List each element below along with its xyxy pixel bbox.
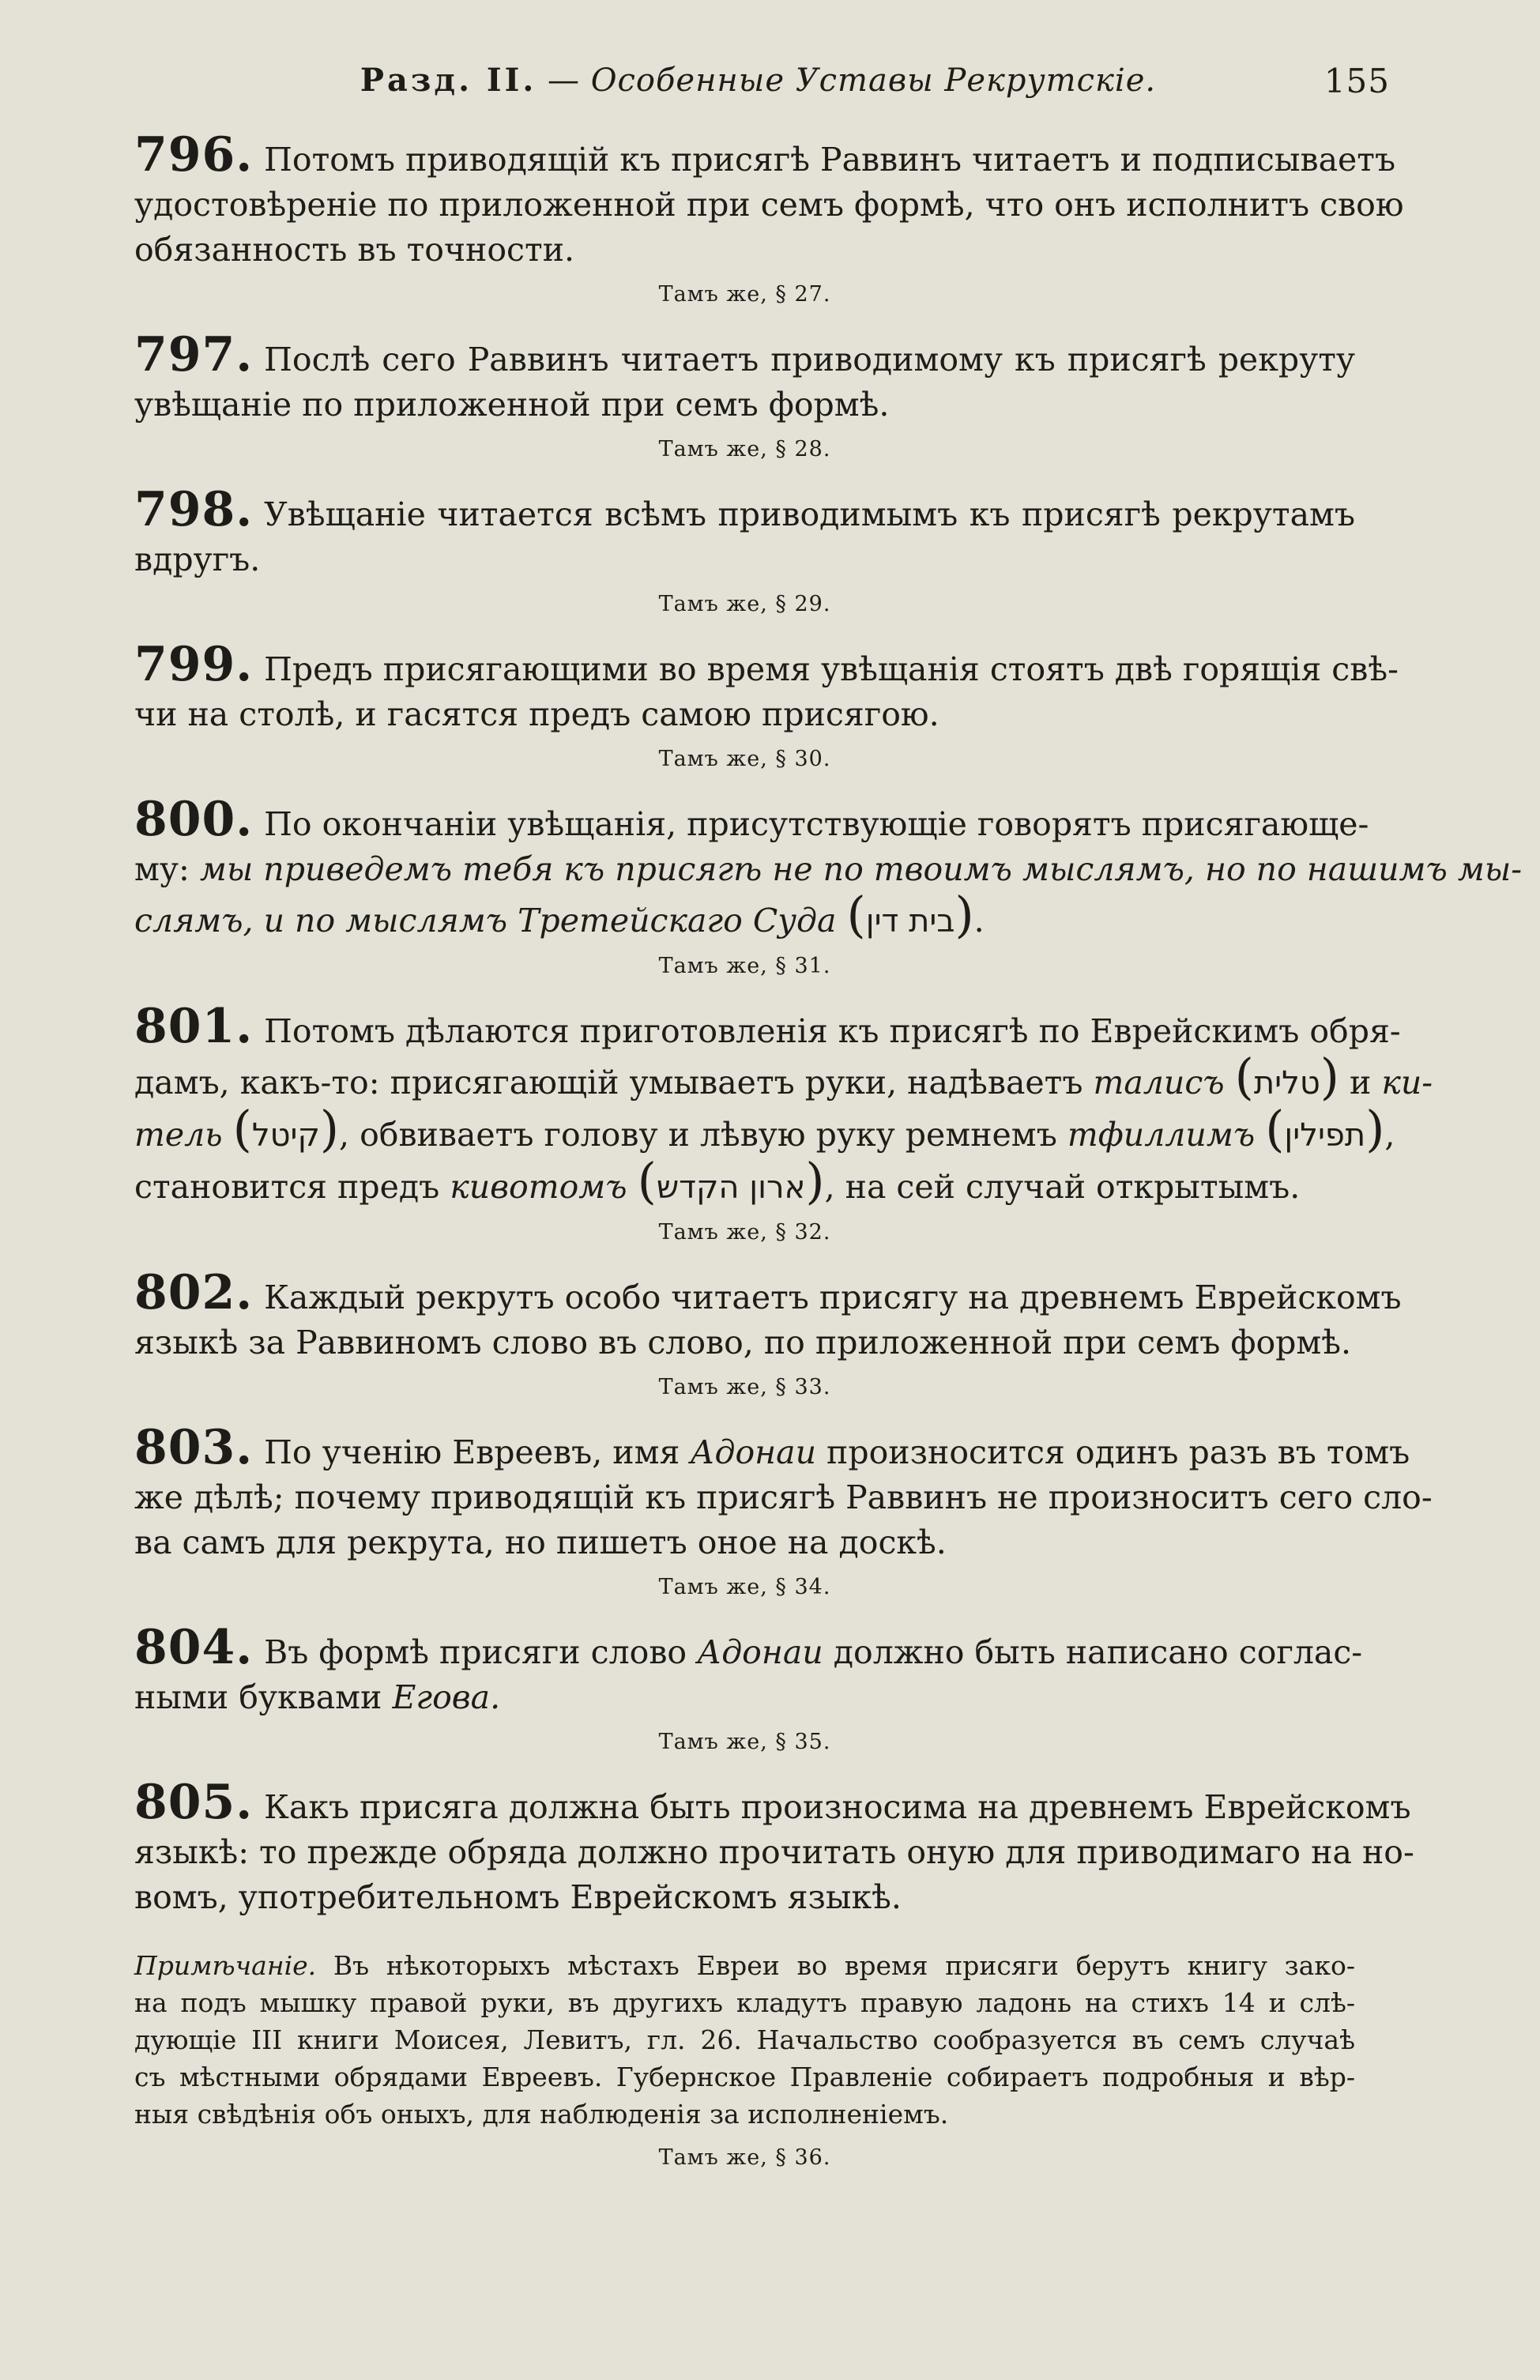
line-text: По ученію Евреевъ, имя [264, 1433, 680, 1471]
italic-term: тфиллимъ [1067, 1116, 1256, 1154]
text-line: ва самъ для рекрута, но пишетъ оное на доскѣ. [134, 1523, 947, 1561]
line-text: Увѣщаніе читается всѣмъ приводимымъ къ присягѣ рекрутамъ [264, 495, 1355, 533]
article-number: 802. [134, 1265, 254, 1320]
article-number: 798. [134, 482, 254, 537]
article-804 [134, 1620, 1363, 1760]
text-line [134, 482, 1355, 537]
hebrew-term: בית דין [865, 903, 955, 940]
text-line [134, 637, 1399, 692]
text-line: обязанность въ точности. [134, 231, 575, 269]
source-reference: Тамъ же, § 27. [658, 282, 831, 307]
source-reference: Тамъ же, § 28. [658, 437, 831, 461]
article-797 [134, 327, 1355, 467]
article-number: 801. [134, 999, 254, 1054]
text-line: дующіе III книги Моисея, Левитъ, гл. 26. Начальство сообразуется въ семъ случаѣ [134, 2024, 1355, 2055]
text-line: вдругъ. [134, 540, 261, 578]
header-dash: — [548, 62, 580, 99]
text-line [134, 1675, 1355, 1720]
running-header [126, 62, 1390, 99]
line-text: Въ формѣ присяги слово [264, 1633, 687, 1671]
source-reference: Тамъ же, § 35. [658, 1730, 831, 1754]
article-803 [134, 1420, 1433, 1605]
article-798 [134, 482, 1355, 622]
line-text: Какъ присяга должна быть произносима на древнемъ Еврейскомъ [264, 1788, 1411, 1826]
text-line: слямъ, и по мыслямъ Третейскаго Суда (בית דין). [134, 886, 985, 943]
source-reference: Тамъ же, § 34. [658, 1575, 831, 1599]
text-line [134, 1620, 1363, 1675]
article-800 [134, 792, 1523, 984]
punctuation: , [1384, 1116, 1395, 1154]
italic-term: Адонаи [690, 1433, 816, 1471]
source-reference: Тамъ же, § 30. [658, 747, 831, 771]
source-reference: Тамъ же, § 32. [658, 1220, 831, 1245]
line-text: Предъ присягающими во время увѣщанія стоятъ двѣ горящія свѣ- [264, 650, 1399, 688]
line-text: Каждый рекрутъ особо читаетъ присягу на древнемъ Еврейскомъ [264, 1278, 1402, 1316]
text-line [134, 792, 1369, 847]
italic-quote: слямъ, и по мыслямъ Третейскаго Суда [134, 902, 837, 940]
article-801 [134, 999, 1433, 1250]
source-reference: Тамъ же, § 36. [658, 2145, 831, 2170]
line-text: должно быть написано соглас- [833, 1633, 1363, 1671]
line-text: По окончаніи увѣщанія, присутствующіе говорятъ присягающе- [264, 805, 1369, 843]
text-line [134, 1775, 1411, 1830]
note-label: Примѣчаніе. [134, 1950, 317, 1981]
source-reference: Тамъ же, § 31. [658, 954, 831, 978]
line-text: Потомъ приводящій къ присягѣ Раввинъ читаетъ и подписываетъ [264, 141, 1396, 179]
page-body [134, 127, 1523, 2196]
line-text: Въ нѣкоторыхъ мѣстахъ Евреи во время присяги берутъ книгу зако- [333, 1950, 1355, 1981]
text-line [134, 847, 1523, 892]
text-line: языкѣ за Раввиномъ слово въ слово, по приложенной при семъ формѣ. [134, 1324, 1352, 1361]
text-line [134, 327, 1355, 382]
note-block [134, 1947, 1355, 2175]
article-802 [134, 1265, 1402, 1405]
punctuation: . [973, 902, 985, 940]
text-line: на подъ мышку правой руки, въ другихъ кладутъ правую ладонь на стихъ 14 и слѣ- [134, 1987, 1355, 2018]
hebrew-term: קיטל [251, 1117, 320, 1154]
hebrew-term: ארון הקדש [656, 1169, 806, 1206]
article-number: 796. [134, 127, 254, 183]
text-line: тель (קיטל), обвиваетъ голову и лѣвую руку ремнемъ тфиллимъ (תפילין), [134, 1100, 1395, 1158]
article-799 [134, 637, 1399, 777]
article-number: 804. [134, 1620, 254, 1675]
source-reference: Тамъ же, § 33. [658, 1375, 831, 1399]
italic-term: кивотомъ [450, 1168, 627, 1206]
chapter-title: Особенные Уставы Рекрутскіе. [590, 62, 1157, 99]
italic-term: тель [134, 1116, 223, 1154]
line-text: Послѣ сего Раввинъ читаетъ приводимому къ присягѣ рекруту [264, 341, 1355, 378]
line-text: Потомъ дѣлаются приготовленія къ присягѣ по Еврейскимъ обря- [264, 1012, 1401, 1050]
line-text: , обвиваетъ голову и лѣвую руку ремнемъ [339, 1116, 1057, 1154]
source-reference: Тамъ же, § 29. [658, 592, 831, 616]
hebrew-term: תפילין [1284, 1117, 1366, 1154]
line-text: , на сей случай открытымъ. [824, 1168, 1301, 1206]
line-text: становится предъ [134, 1168, 440, 1206]
article-number: 800. [134, 792, 254, 847]
line-text: и [1350, 1064, 1372, 1102]
text-line: удостовѣреніе по приложенной при семъ формѣ, что онъ исполнитъ свою [134, 186, 1404, 224]
italic-term: талисъ [1093, 1064, 1225, 1102]
italic-term: Егова. [392, 1678, 501, 1716]
text-line: съ мѣстными обрядами Евреевъ. Губернское Правленіе собираетъ подробныя и вѣр- [134, 2062, 1355, 2092]
text-line: ныя свѣдѣнія объ оныхъ, для наблюденія за исполненіемъ. [134, 2099, 949, 2130]
hebrew-term: טלית [1253, 1065, 1320, 1102]
article-number: 805. [134, 1775, 254, 1830]
text-line [134, 127, 1396, 183]
text-line: языкѣ: то прежде обряда должно прочитать оную для приводимаго на но- [134, 1833, 1414, 1871]
text-line [134, 1265, 1402, 1320]
italic-quote: мы приведемъ тебя къ присягѣ не по твоимъ мыслямъ, но по нашимъ мы- [199, 850, 1523, 888]
italic-term: ки- [1381, 1064, 1433, 1102]
section-label: Разд. II. [360, 62, 537, 99]
page-number: 155 [1323, 62, 1390, 100]
article-number: 797. [134, 327, 254, 382]
text-line [134, 999, 1401, 1054]
text-line: же дѣлѣ; почему приводящій къ присягѣ Раввинъ не произноситъ сего сло- [134, 1478, 1433, 1516]
text-line: дамъ, какъ-то: присягающій умываетъ руки, надѣваетъ талисъ (טלית) и ки- [134, 1048, 1433, 1105]
line-text: дамъ, какъ-то: присягающій умываетъ руки, надѣваетъ [134, 1064, 1083, 1102]
article-number: 799. [134, 637, 254, 692]
italic-term: Адонаи [697, 1633, 823, 1671]
text-line: чи на столѣ, и гасятся предъ самою присягою. [134, 695, 939, 733]
line-text: ными буквами [134, 1678, 382, 1716]
article-number: 803. [134, 1420, 254, 1475]
line-text: произносится одинъ разъ въ томъ [826, 1433, 1410, 1471]
text-line: увѣщаніе по приложенной при семъ формѣ. [134, 386, 890, 424]
article-796 [134, 127, 1404, 312]
text-line: вомъ, употребительномъ Еврейскомъ языкѣ. [134, 1878, 902, 1916]
text-line [134, 1947, 1355, 1984]
text-line: становится предъ кивотомъ (ארון הקדש), на сей случай открытымъ. [134, 1152, 1301, 1210]
text-line [134, 1420, 1410, 1475]
article-805 [134, 1775, 1414, 1920]
line-text: му: [134, 850, 190, 888]
